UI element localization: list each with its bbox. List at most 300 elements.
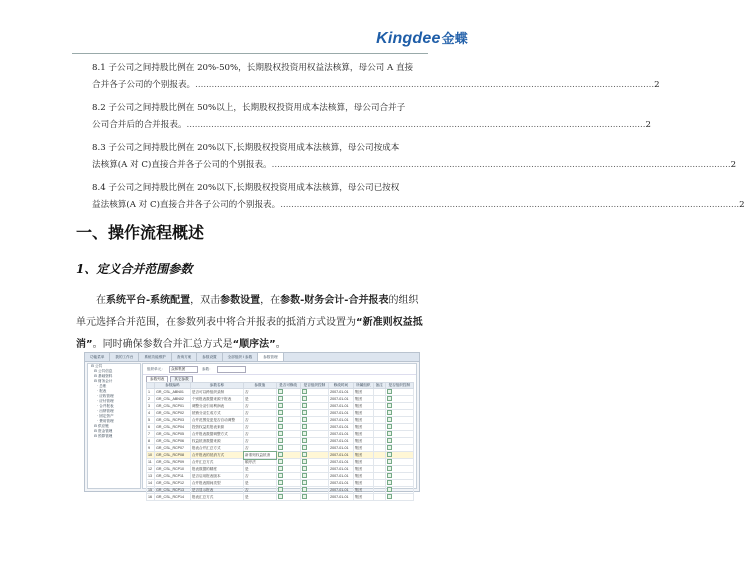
- table-cell: 集团: [353, 389, 373, 396]
- checkbox-icon[interactable]: [387, 438, 392, 443]
- table-cell: 投资权益类报表来源: [190, 424, 243, 431]
- table-cell: 是否可以跨组织录制: [190, 389, 243, 396]
- table-cell: 报表数据的精度: [190, 466, 243, 473]
- table-cell: GR_CSL_RCP01: [155, 403, 191, 410]
- table-cell: [385, 494, 413, 501]
- toc-line-leader: [92, 197, 745, 214]
- toc-line: 合并各子公司的个别报表。: [92, 80, 196, 90]
- table-cell: 2007-01-01: [329, 473, 354, 480]
- param-table: [146, 382, 414, 501]
- checkbox-icon[interactable]: [278, 403, 283, 408]
- table-cell: [373, 487, 385, 494]
- table-cell: [300, 445, 328, 452]
- table-cell: GR_CSL_RCP02: [155, 410, 191, 417]
- screenshot-filter-bar: [143, 364, 416, 375]
- table-cell: 12: [147, 466, 155, 473]
- checkbox-icon[interactable]: [387, 403, 392, 408]
- table-cell: 集团: [353, 410, 373, 417]
- checkbox-icon[interactable]: [387, 480, 392, 485]
- table-row[interactable]: [147, 452, 414, 459]
- table-cell: 个别报表数据来源于报表: [190, 396, 243, 403]
- table-cell: 2007-01-01: [329, 452, 354, 459]
- toc-page-number: 2: [645, 120, 651, 130]
- checkbox-icon[interactable]: [278, 438, 283, 443]
- table-cell: 集团: [353, 403, 373, 410]
- table-cell: 否: [244, 487, 277, 494]
- table-cell: 7: [147, 431, 155, 438]
- table-row[interactable]: [147, 403, 414, 410]
- checkbox-icon[interactable]: [302, 480, 307, 485]
- checkbox-icon[interactable]: [302, 473, 307, 478]
- checkbox-icon[interactable]: [387, 473, 392, 478]
- table-cell: [300, 410, 328, 417]
- table-cell: 2007-01-01: [329, 389, 354, 396]
- para-bold: “顺序法”: [232, 339, 276, 350]
- table-cell: [373, 403, 385, 410]
- table-row[interactable]: [147, 473, 414, 480]
- checkbox-icon[interactable]: [302, 396, 307, 401]
- column-header[interactable]: 是否组织控制: [385, 383, 413, 389]
- table-cell: [276, 473, 300, 480]
- table-cell: 集团: [353, 445, 373, 452]
- table-cell: 8: [147, 438, 155, 445]
- table-cell: [300, 473, 328, 480]
- toc-line: 法核算(A 对 C)直接合并各子公司的个别报表。: [92, 160, 272, 170]
- toc-line: 8.1 子公司之间持股比例在 20%-50%，长期股权投资用权益法核算，母公司 A 直接: [92, 63, 414, 73]
- table-row[interactable]: [147, 389, 414, 396]
- table-cell: [300, 389, 328, 396]
- table-cell: 2007-01-01: [329, 431, 354, 438]
- table-row[interactable]: [147, 410, 414, 417]
- table-cell: 合并汇总方式: [190, 459, 243, 466]
- table-cell: GR_CSL_RCP06: [155, 438, 191, 445]
- checkbox-icon[interactable]: [302, 410, 307, 415]
- table-cell: [373, 445, 385, 452]
- tree-item[interactable]: · 费用管理: [97, 419, 114, 423]
- toc-leader: [187, 117, 646, 134]
- toc-leader: [280, 197, 739, 214]
- table-cell: 集团: [353, 431, 373, 438]
- tree-item[interactable]: ⊟ 基础资料: [94, 374, 113, 378]
- table-cell: [373, 431, 385, 438]
- table-cell: 是: [244, 480, 277, 487]
- table-cell: [385, 459, 413, 466]
- table-cell: 调整分录引用利润表: [190, 403, 243, 410]
- embedded-screenshot: [84, 352, 420, 499]
- toc-item[interactable]: [92, 60, 660, 94]
- checkbox-icon[interactable]: [278, 445, 283, 450]
- param-field[interactable]: [217, 366, 246, 373]
- checkbox-icon[interactable]: [302, 403, 307, 408]
- table-cell: [385, 389, 413, 396]
- table-cell: 1: [147, 389, 155, 396]
- checkbox-icon[interactable]: [278, 452, 283, 457]
- screenshot-sub-tabs: [143, 375, 416, 382]
- table-cell: 集团: [353, 487, 373, 494]
- checkbox-icon[interactable]: [302, 459, 307, 464]
- toc-leader: [195, 77, 654, 94]
- table-cell: [276, 424, 300, 431]
- tree-item[interactable]: ⊟ 公共: [91, 364, 103, 368]
- table-cell: 否: [244, 424, 277, 431]
- checkbox-icon[interactable]: [302, 417, 307, 422]
- table-cell: [385, 480, 413, 487]
- table-cell: 集团: [353, 438, 373, 445]
- column-header[interactable]: 参数编码: [155, 383, 191, 389]
- checkbox-icon[interactable]: [387, 466, 392, 471]
- checkbox-icon[interactable]: [278, 466, 283, 471]
- table-cell: 集团: [353, 480, 373, 487]
- table-cell: GR_CSL_ABN02: [155, 396, 191, 403]
- table-cell: [373, 396, 385, 403]
- table-cell: 2007-01-01: [329, 459, 354, 466]
- org-label: 组织单元：: [147, 366, 165, 371]
- column-header[interactable]: 参数名称: [190, 383, 243, 389]
- logo-brand-cn: 金蝶: [441, 31, 468, 46]
- toc-line-leader: [92, 117, 651, 134]
- toc-page-number: 2: [730, 160, 737, 170]
- tree-item[interactable]: ⊟ 公共信息: [94, 369, 113, 373]
- checkbox-icon[interactable]: [278, 396, 283, 401]
- checkbox-icon[interactable]: [387, 445, 392, 450]
- table-cell: 10: [147, 452, 155, 459]
- table-cell: [276, 445, 300, 452]
- table-cell: 是: [244, 494, 277, 501]
- table-cell: [300, 487, 328, 494]
- table-cell: [276, 466, 300, 473]
- table-cell: [373, 438, 385, 445]
- toc-item[interactable]: [92, 140, 737, 174]
- table-cell: [276, 494, 300, 501]
- table-cell: 抵销分录生成方式: [190, 410, 243, 417]
- table-cell: [276, 438, 300, 445]
- column-header[interactable]: 参数值: [244, 383, 277, 389]
- table-cell: [373, 459, 385, 466]
- table-cell: [385, 431, 413, 438]
- para-bold: “新准则权益抵消”: [76, 317, 423, 350]
- table-cell: GR_CSL_RCP07: [155, 445, 191, 452]
- table-cell: 合并报表的抵消方式: [190, 452, 243, 459]
- table-cell: 2007-01-01: [329, 494, 354, 501]
- toc-line: 8.4 子公司之间持股比例在 20%以下,长期股权投资用成本法核算，母公司已按权: [92, 183, 400, 193]
- table-cell: 15: [147, 487, 155, 494]
- table-cell: 是否显示报表: [190, 487, 243, 494]
- table-cell: 权益抵消数据来源: [190, 438, 243, 445]
- checkbox-icon[interactable]: [302, 452, 307, 457]
- table-cell: 否: [244, 473, 277, 480]
- org-field[interactable]: 众林集团: [169, 366, 198, 373]
- checkbox-icon[interactable]: [278, 494, 283, 499]
- toc-leader: [272, 157, 731, 174]
- checkbox-icon[interactable]: [387, 452, 392, 457]
- table-cell: [300, 403, 328, 410]
- table-cell: 2007-01-01: [329, 487, 354, 494]
- table-cell: [373, 389, 385, 396]
- logo-brand: Kingdee: [376, 30, 441, 47]
- table-cell: 2007-01-01: [329, 417, 354, 424]
- checkbox-icon[interactable]: [387, 389, 392, 394]
- table-cell: 否: [244, 431, 277, 438]
- tree-item[interactable]: · 出纳管理: [97, 409, 114, 413]
- table-cell: GR_CSL_RCP10: [155, 466, 191, 473]
- table-cell: [276, 410, 300, 417]
- param-label: 参数：: [201, 366, 213, 371]
- column-header[interactable]: 备注: [373, 383, 385, 389]
- checkbox-icon[interactable]: [302, 438, 307, 443]
- table-cell: 13: [147, 473, 155, 480]
- checkbox-icon[interactable]: [302, 431, 307, 436]
- table-cell: [276, 431, 300, 438]
- table-cell: 集团: [353, 417, 373, 424]
- table-cell: GR_CSL_RCP09: [155, 459, 191, 466]
- screenshot-tab[interactable]: 参数管理: [258, 353, 283, 361]
- table-cell: 否: [244, 410, 277, 417]
- table-cell: [300, 417, 328, 424]
- column-header[interactable]: 修改时间: [329, 383, 354, 389]
- table-cell: [373, 424, 385, 431]
- table-cell: [385, 424, 413, 431]
- table-cell: 9: [147, 445, 155, 452]
- table-row[interactable]: [147, 438, 414, 445]
- toc-line: 8.2 子公司之间持股比例在 50%以上，长期股权投资用成本法核算，母公司合并子: [92, 103, 406, 113]
- table-cell: GR_CSL_ABN01: [155, 389, 191, 396]
- checkbox-icon[interactable]: [387, 487, 392, 492]
- table-cell: [276, 403, 300, 410]
- table-cell: 2007-01-01: [329, 466, 354, 473]
- table-row[interactable]: [147, 445, 414, 452]
- table-cell: 集团: [353, 494, 373, 501]
- table-row[interactable]: [147, 417, 414, 424]
- screenshot-tab[interactable]: 查询方案: [172, 353, 197, 361]
- checkbox-icon[interactable]: [302, 389, 307, 394]
- section-heading: 一、操作流程概述: [76, 223, 205, 242]
- table-cell: 是: [244, 396, 277, 403]
- tree-item[interactable]: ⊟ 财务会计: [94, 379, 113, 383]
- checkbox-icon[interactable]: [387, 431, 392, 436]
- table-cell: [385, 396, 413, 403]
- screenshot-tree: [87, 363, 141, 489]
- checkbox-icon[interactable]: [278, 459, 283, 464]
- checkbox-icon[interactable]: [387, 424, 392, 429]
- table-cell: 否: [244, 445, 277, 452]
- table-cell: 合并范围变更是否自动调整: [190, 417, 243, 424]
- table-cell: [276, 487, 300, 494]
- table-cell: [385, 410, 413, 417]
- table-cell: [373, 452, 385, 459]
- toc-line-leader: [92, 157, 737, 174]
- checkbox-icon[interactable]: [278, 417, 283, 422]
- tree-item[interactable]: · 报表: [97, 389, 107, 393]
- toc-line: 8.3 子公司之间持股比例在 20%以下,长期股权投资用成本法核算，母公司按成本: [92, 143, 400, 153]
- sub-tab[interactable]: 参数列表: [146, 376, 168, 382]
- checkbox-icon[interactable]: [278, 431, 283, 436]
- table-row[interactable]: [147, 466, 414, 473]
- table-cell: GR_CSL_RCP12: [155, 480, 191, 487]
- table-cell: [385, 438, 413, 445]
- checkbox-icon[interactable]: [278, 473, 283, 478]
- table-cell: 2007-01-01: [329, 445, 354, 452]
- table-cell: 2: [147, 396, 155, 403]
- checkbox-icon[interactable]: [278, 389, 283, 394]
- column-header[interactable]: 所属组织: [353, 383, 373, 389]
- screenshot-tab[interactable]: 参数设置: [197, 353, 222, 361]
- table-cell: [300, 452, 328, 459]
- table-cell: 集团: [353, 466, 373, 473]
- checkbox-icon[interactable]: [278, 424, 283, 429]
- screenshot-tab[interactable]: 我的工作台: [110, 353, 139, 361]
- table-cell: [373, 466, 385, 473]
- table-cell: 集团: [353, 452, 373, 459]
- tree-item[interactable]: ⊟ 供应链: [94, 424, 109, 428]
- table-row[interactable]: [147, 487, 414, 494]
- tree-item[interactable]: · 固定资产: [97, 414, 114, 418]
- table-row[interactable]: [147, 424, 414, 431]
- table-cell: [385, 473, 413, 480]
- table-row[interactable]: [147, 494, 414, 501]
- table-cell: [300, 466, 328, 473]
- checkbox-icon[interactable]: [302, 424, 307, 429]
- table-cell: GR_CSL_RCP13: [155, 487, 191, 494]
- table-row[interactable]: [147, 431, 414, 438]
- table-cell: GR_CSL_RCP11: [155, 473, 191, 480]
- subsection-heading: 1、定义合并范围参数: [76, 262, 193, 276]
- table-cell: 否: [244, 417, 277, 424]
- table-cell: 是否启用报表版本: [190, 473, 243, 480]
- checkbox-icon[interactable]: [302, 487, 307, 492]
- toc-line: 益法核算(A 对 C)直接合并各子公司的个别报表。: [92, 200, 281, 210]
- tree-item[interactable]: · 总账: [97, 384, 107, 388]
- kingdee-logo: [376, 28, 468, 48]
- table-cell: [276, 480, 300, 487]
- column-header[interactable]: 是否组织控制: [300, 383, 328, 389]
- table-cell: 16: [147, 494, 155, 501]
- toc-line-leader: [92, 77, 660, 94]
- screenshot-tab-bar: [85, 353, 419, 362]
- checkbox-icon[interactable]: [387, 494, 392, 499]
- checkbox-icon[interactable]: [278, 487, 283, 492]
- table-cell: GR_CSL_RCP03: [155, 417, 191, 424]
- checkbox-icon[interactable]: [278, 480, 283, 485]
- table-cell: 新准则权益抵消: [244, 452, 277, 459]
- table-cell: [385, 445, 413, 452]
- para-text: 。: [275, 339, 286, 350]
- para-text: ，在: [260, 295, 281, 306]
- table-cell: [276, 417, 300, 424]
- table-cell: [300, 459, 328, 466]
- table-cell: GR_CSL_RCP14: [155, 494, 191, 501]
- toc-item[interactable]: [92, 180, 745, 214]
- para-text: 。同时确保参数合并汇总方式是: [92, 339, 233, 350]
- para-bold: 系统平台-系统配置: [106, 295, 191, 306]
- table-cell: [300, 494, 328, 501]
- table-cell: 合并报表数据调整方式: [190, 431, 243, 438]
- table-cell: [385, 487, 413, 494]
- para-text: ，双击: [190, 295, 221, 306]
- checkbox-icon[interactable]: [302, 445, 307, 450]
- table-cell: [385, 452, 413, 459]
- table-cell: [300, 480, 328, 487]
- table-cell: 5: [147, 417, 155, 424]
- table-cell: [300, 438, 328, 445]
- table-cell: GR_CSL_RCP04: [155, 424, 191, 431]
- table-cell: [276, 452, 300, 459]
- toc-item[interactable]: [92, 100, 651, 134]
- tree-item[interactable]: · 应收管理: [97, 394, 114, 398]
- table-cell: [276, 459, 300, 466]
- table-cell: GR_CSL_RCP05: [155, 431, 191, 438]
- table-cell: [385, 466, 413, 473]
- table-cell: 报表合并汇总方式: [190, 445, 243, 452]
- sub-tab[interactable]: 其它参数: [170, 376, 192, 382]
- tree-item[interactable]: ⊟ 资金管理: [94, 429, 113, 433]
- table-cell: 否: [244, 438, 277, 445]
- table-row[interactable]: [147, 396, 414, 403]
- tree-item[interactable]: ⊟ 预算管理: [94, 434, 113, 438]
- table-cell: 2007-01-01: [329, 410, 354, 417]
- table-cell: [300, 431, 328, 438]
- checkbox-icon[interactable]: [302, 494, 307, 499]
- table-cell: [373, 480, 385, 487]
- table-cell: 14: [147, 480, 155, 487]
- para-bold: 参数-财务会计-合并报表: [280, 295, 389, 306]
- table-cell: [385, 417, 413, 424]
- toc-page-number: 2: [654, 80, 660, 90]
- para-text: 在: [96, 295, 106, 306]
- table-cell: 2007-01-01: [329, 480, 354, 487]
- table-cell: 11: [147, 459, 155, 466]
- table-cell: 集团: [353, 459, 373, 466]
- tree-item[interactable]: · 合并报表: [97, 404, 114, 408]
- table-cell: 顺序法: [244, 459, 277, 466]
- table-cell: 2007-01-01: [329, 403, 354, 410]
- checkbox-icon[interactable]: [387, 459, 392, 464]
- table-cell: [276, 396, 300, 403]
- checkbox-icon[interactable]: [302, 466, 307, 471]
- column-header[interactable]: 是否可修改: [276, 383, 300, 389]
- table-row[interactable]: [147, 480, 414, 487]
- table-cell: 4: [147, 410, 155, 417]
- para-bold: 参数设置: [220, 295, 261, 306]
- table-cell: 否: [244, 389, 277, 396]
- screenshot-tab[interactable]: 系统功能维护: [139, 353, 172, 361]
- table-cell: 合并报表期间类型: [190, 480, 243, 487]
- checkbox-icon[interactable]: [278, 410, 283, 415]
- table-cell: 是: [244, 466, 277, 473]
- table-cell: [300, 424, 328, 431]
- table-cell: 集团: [353, 473, 373, 480]
- checkbox-icon[interactable]: [387, 417, 392, 422]
- table-cell: [373, 473, 385, 480]
- toc-line: 公司合并后的合并报表。: [92, 120, 187, 130]
- table-row[interactable]: [147, 459, 414, 466]
- table-cell: [373, 494, 385, 501]
- body-paragraph: [76, 290, 428, 356]
- para-text: 的组织单元选择合并范围，在参数列表中将合并报表的抵消方式设置为: [76, 295, 419, 328]
- table-cell: [300, 396, 328, 403]
- checkbox-icon[interactable]: [387, 396, 392, 401]
- table-cell: 报表汇总方式: [190, 494, 243, 501]
- toc-page-number: 2: [739, 200, 745, 210]
- table-cell: GR_CSL_RCP08: [155, 452, 191, 459]
- table-cell: 2007-01-01: [329, 396, 354, 403]
- screenshot-tab[interactable]: 全部组织 I 参数: [223, 353, 259, 361]
- table-cell: 集团: [353, 396, 373, 403]
- screenshot-tab[interactable]: 功能菜单: [85, 353, 110, 361]
- tree-item[interactable]: · 应付管理: [97, 399, 114, 403]
- checkbox-icon[interactable]: [387, 410, 392, 415]
- header-divider: [72, 53, 428, 54]
- table-body: [147, 389, 414, 501]
